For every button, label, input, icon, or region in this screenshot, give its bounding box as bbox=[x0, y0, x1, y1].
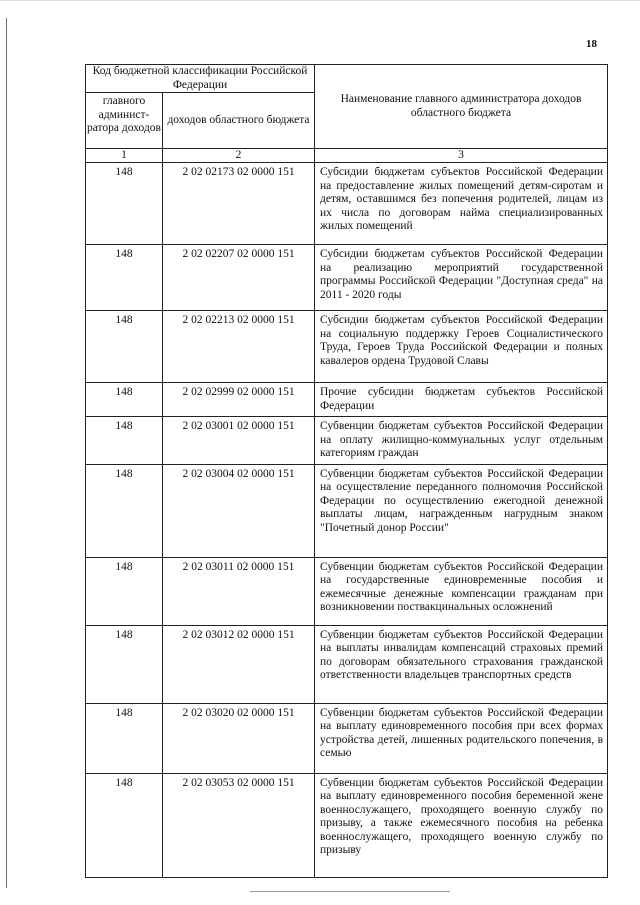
header-code-column: доходов областного бюджета bbox=[163, 93, 315, 149]
admin-code-cell: 148 bbox=[86, 557, 163, 625]
description-cell: Субвенции бюджетам субъектов Российской Федерации на выплату единовременного пособия беременной жене военнослужащего, проходящего военную службу по призыву, а также ежемесячного пособия на ребенка военнослужащего, проходящего военную службу по призыву bbox=[315, 773, 608, 877]
description-cell: Субвенции бюджетам субъектов Российской Федерации на выплату единовременного пособия при всех формах устройства детей, лишенных родительского попечения, в семью bbox=[315, 703, 608, 773]
budget-code-cell: 2 02 02173 02 0000 151 bbox=[163, 163, 315, 245]
admin-code-cell: 148 bbox=[86, 625, 163, 703]
description-cell: Субвенции бюджетам субъектов Российской Федерации на государственные единовременные пособия и ежемесячные денежные компенсации гражданам при возникновении поствакцинальных осложнений bbox=[315, 557, 608, 625]
header-group-title: Код бюджетной классификации Российской Федерации bbox=[86, 65, 315, 93]
admin-code-cell: 148 bbox=[86, 311, 163, 383]
table-row bbox=[86, 625, 608, 703]
budget-code-cell: 2 02 03004 02 0000 151 bbox=[163, 464, 315, 557]
table-row bbox=[86, 417, 608, 465]
admin-code-cell: 148 bbox=[86, 383, 163, 417]
budget-code-cell: 2 02 03011 02 0000 151 bbox=[163, 557, 315, 625]
budget-code-cell: 2 02 02207 02 0000 151 bbox=[163, 245, 315, 311]
description-cell: Субвенции бюджетам субъектов Российской Федерации на осуществление переданного полномочия Российской Федерации по осуществлению ежегодной денежной выплаты лицам, награжденным нагрудным знаком "Почетный донор России" bbox=[315, 464, 608, 557]
table-row bbox=[86, 464, 608, 557]
table-row bbox=[86, 383, 608, 417]
table-row bbox=[86, 773, 608, 877]
header-admin-column: главного админист-ратора доходов bbox=[86, 93, 163, 149]
header-col-number: 3 bbox=[315, 149, 608, 163]
admin-code-cell: 148 bbox=[86, 417, 163, 465]
admin-code-cell: 148 bbox=[86, 773, 163, 877]
description-cell: Субвенции бюджетам субъектов Российской Федерации на оплату жилищно-коммунальных услуг отдельным категориям граждан bbox=[315, 417, 608, 465]
budget-code-cell: 2 02 03053 02 0000 151 bbox=[163, 773, 315, 877]
page-number: 18 bbox=[586, 38, 597, 50]
budget-code-cell: 2 02 02213 02 0000 151 bbox=[163, 311, 315, 383]
scan-top-edge bbox=[0, 0, 640, 1]
description-cell: Прочие субсидии бюджетам субъектов Российской Федерации bbox=[315, 383, 608, 417]
budget-code-cell: 2 02 02999 02 0000 151 bbox=[163, 383, 315, 417]
budget-code-cell: 2 02 03012 02 0000 151 bbox=[163, 625, 315, 703]
description-cell: Субсидии бюджетам субъектов Российской Федерации на реализацию мероприятий государственной программы Российской Федерации "Доступная среда" на 2011 - 2020 годы bbox=[315, 245, 608, 311]
header-col-number: 1 bbox=[86, 149, 163, 163]
admin-code-cell: 148 bbox=[86, 245, 163, 311]
description-cell: Субвенции бюджетам субъектов Российской Федерации на выплаты инвалидам компенсаций страховых премий по договорам обязательного страхования гражданской ответственности владельцев транспортных средств bbox=[315, 625, 608, 703]
scan-left-edge bbox=[6, 18, 7, 888]
table-row bbox=[86, 703, 608, 773]
table-row bbox=[86, 245, 608, 311]
budget-classification-table bbox=[85, 64, 608, 878]
admin-code-cell: 148 bbox=[86, 703, 163, 773]
table-row bbox=[86, 163, 608, 245]
budget-code-cell: 2 02 03001 02 0000 151 bbox=[163, 417, 315, 465]
description-cell: Субсидии бюджетам субъектов Российской Федерации на предоставление жилых помещений детям-сиротам и детям, оставшимся без попечения родителей, лицам из их числа по договорам найма специализированных жилых помещений bbox=[315, 163, 608, 245]
header-col-number: 2 bbox=[163, 149, 315, 163]
header-name-column: Наименование главного администратора доходов областного бюджета bbox=[315, 65, 608, 149]
table-row bbox=[86, 311, 608, 383]
budget-code-cell: 2 02 03020 02 0000 151 bbox=[163, 703, 315, 773]
admin-code-cell: 148 bbox=[86, 464, 163, 557]
admin-code-cell: 148 bbox=[86, 163, 163, 245]
table-row bbox=[86, 557, 608, 625]
scan-bottom-edge bbox=[250, 891, 450, 892]
description-cell: Субсидии бюджетам субъектов Российской Федерации на социальную поддержку Героев Социалистического Труда, Героев Труда Российской Федерации и полных кавалеров ордена Трудовой Славы bbox=[315, 311, 608, 383]
